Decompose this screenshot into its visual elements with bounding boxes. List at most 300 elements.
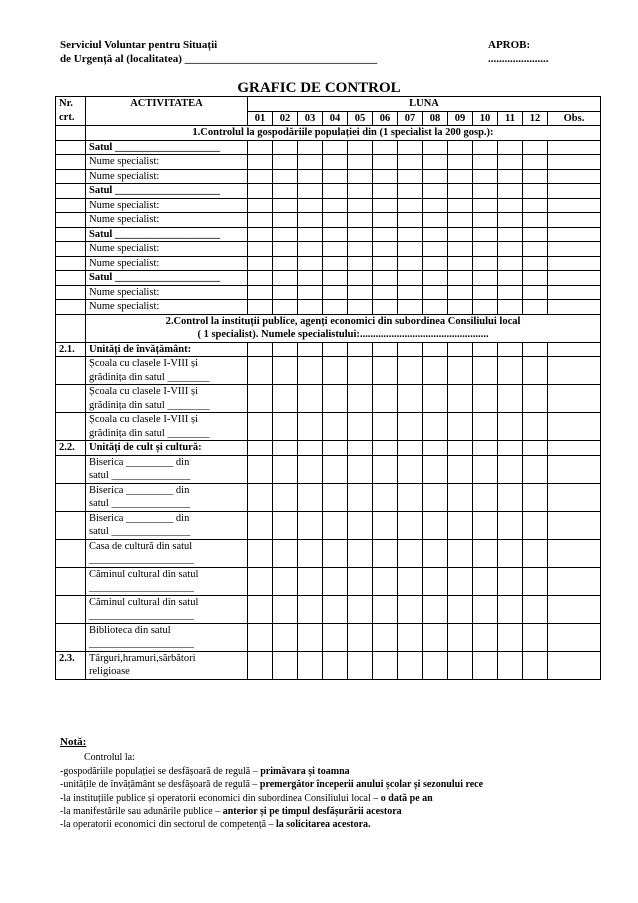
schedule-cell (523, 169, 548, 184)
schedule-cell (323, 357, 348, 385)
village-row (56, 227, 601, 242)
schedule-cell (298, 441, 323, 456)
schedule-cell (523, 385, 548, 413)
schedule-cell (473, 271, 498, 286)
schedule-cell (248, 483, 273, 511)
schedule-cell (423, 455, 448, 483)
schedule-cell (498, 227, 523, 242)
schedule-cell (348, 342, 373, 357)
schedule-cell (273, 357, 298, 385)
schedule-cell (248, 169, 273, 184)
schedule-cell (398, 567, 423, 595)
schedule-cell (473, 511, 498, 539)
schedule-cell (398, 595, 423, 623)
subsection-title: Unități de cult și cultură: (86, 441, 248, 456)
schedule-cell (348, 242, 373, 257)
schedule-cell (348, 256, 373, 271)
schedule-cell (373, 511, 398, 539)
activity-label: Nume specialist: (86, 169, 248, 184)
row-number (56, 155, 86, 170)
activity-label: Biserica _________ din satul _______________ (86, 483, 248, 511)
row-number (56, 455, 86, 483)
schedule-cell (548, 184, 601, 199)
schedule-cell (248, 539, 273, 567)
schedule-cell (398, 285, 423, 300)
row-number (56, 242, 86, 257)
row-number (56, 140, 86, 155)
schedule-cell (548, 342, 601, 357)
schedule-cell (498, 539, 523, 567)
schedule-cell (373, 413, 398, 441)
month-header: 11 (498, 111, 523, 126)
schedule-cell (448, 155, 473, 170)
schedule-cell (248, 184, 273, 199)
schedule-cell (348, 271, 373, 286)
schedule-cell (398, 169, 423, 184)
schedule-cell (448, 242, 473, 257)
schedule-cell (323, 271, 348, 286)
subsection-2-2-row (56, 441, 601, 456)
schedule-cell (398, 441, 423, 456)
month-header: 05 (348, 111, 373, 126)
schedule-cell (348, 483, 373, 511)
schedule-cell (498, 140, 523, 155)
schedule-cell (298, 595, 323, 623)
schedule-cell (423, 539, 448, 567)
schedule-cell (323, 300, 348, 315)
schedule-cell (373, 242, 398, 257)
schedule-cell (248, 511, 273, 539)
schedule-cell (348, 300, 373, 315)
schedule-cell (348, 357, 373, 385)
schedule-cell (348, 511, 373, 539)
schedule-cell (473, 184, 498, 199)
schedule-cell (423, 385, 448, 413)
schedule-cell (298, 155, 323, 170)
note-households: -gospodăriile populației se desfășoară de regulă – primăvara și toamna (60, 765, 350, 777)
row-number (56, 314, 86, 342)
schedule-cell (523, 213, 548, 228)
schedule-cell (548, 256, 601, 271)
schedule-cell (423, 184, 448, 199)
church-row (56, 511, 601, 539)
schedule-cell (348, 155, 373, 170)
schedule-cell (273, 413, 298, 441)
schedule-cell (498, 155, 523, 170)
schedule-cell (498, 385, 523, 413)
schedule-cell (523, 300, 548, 315)
schedule-cell (298, 539, 323, 567)
schedule-cell (473, 385, 498, 413)
schedule-cell (473, 285, 498, 300)
specialist-row (56, 198, 601, 213)
col-header-month: LUNA (248, 97, 601, 112)
schedule-cell (523, 651, 548, 679)
schedule-cell (473, 256, 498, 271)
schedule-cell (498, 300, 523, 315)
cultural-hall-row (56, 595, 601, 623)
schedule-cell (423, 300, 448, 315)
schedule-cell (373, 539, 398, 567)
schedule-cell (348, 441, 373, 456)
month-header: 06 (373, 111, 398, 126)
cultural-hall-row (56, 567, 601, 595)
schedule-cell (398, 140, 423, 155)
schedule-cell (498, 169, 523, 184)
row-number (56, 126, 86, 141)
schedule-cell (373, 483, 398, 511)
schedule-cell (498, 567, 523, 595)
row-number (56, 595, 86, 623)
activity-label: Satul ____________________ (86, 271, 248, 286)
schedule-cell (448, 169, 473, 184)
schedule-cell (498, 511, 523, 539)
schedule-cell (323, 385, 348, 413)
schedule-cell (373, 140, 398, 155)
schedule-cell (423, 285, 448, 300)
service-name-line2: de Urgență al (localitatea) ___________________________________ (60, 53, 378, 65)
schedule-cell (498, 184, 523, 199)
schedule-cell (548, 227, 601, 242)
schedule-cell (498, 213, 523, 228)
schedule-cell (498, 623, 523, 651)
schedule-cell (548, 441, 601, 456)
schedule-cell (423, 595, 448, 623)
schedule-cell (448, 385, 473, 413)
row-number (56, 227, 86, 242)
schedule-cell (548, 242, 601, 257)
schedule-cell (523, 483, 548, 511)
culture-house-row (56, 539, 601, 567)
church-row (56, 455, 601, 483)
schedule-cell (273, 483, 298, 511)
activity-label: Nume specialist: (86, 300, 248, 315)
schedule-cell (498, 455, 523, 483)
schedule-cell (298, 342, 323, 357)
schedule-cell (423, 169, 448, 184)
schedule-cell (448, 511, 473, 539)
schedule-cell (373, 357, 398, 385)
month-header: 07 (398, 111, 423, 126)
notes-title: Notă: (60, 736, 87, 748)
schedule-cell (448, 300, 473, 315)
schedule-cell (473, 455, 498, 483)
schedule-cell (298, 169, 323, 184)
schedule-cell (373, 169, 398, 184)
document-header (60, 38, 580, 66)
note-economic-operators: -la operatorii economici din sectorul de competență – la solicitarea acestora. (60, 819, 371, 831)
activity-label: Nume specialist: (86, 256, 248, 271)
schedule-cell (448, 342, 473, 357)
month-header: 04 (323, 111, 348, 126)
schedule-cell (323, 155, 348, 170)
schedule-cell (373, 155, 398, 170)
village-row (56, 184, 601, 199)
schedule-cell (323, 169, 348, 184)
church-row (56, 483, 601, 511)
schedule-cell (398, 213, 423, 228)
schedule-cell (548, 595, 601, 623)
schedule-cell (373, 441, 398, 456)
schedule-cell (448, 198, 473, 213)
row-number (56, 169, 86, 184)
schedule-cell (398, 483, 423, 511)
schedule-cell (523, 184, 548, 199)
col-header-activity: ACTIVITATEA (86, 97, 248, 126)
schedule-cell (448, 623, 473, 651)
schedule-cell (448, 539, 473, 567)
schedule-cell (348, 567, 373, 595)
schedule-cell (523, 256, 548, 271)
schedule-cell (523, 441, 548, 456)
schedule-cell (298, 357, 323, 385)
schedule-cell (273, 140, 298, 155)
schedule-cell (548, 357, 601, 385)
schedule-cell (523, 155, 548, 170)
schedule-cell (373, 256, 398, 271)
schedule-cell (498, 198, 523, 213)
schedule-cell (348, 539, 373, 567)
schedule-cell (298, 413, 323, 441)
activity-label: Căminul cultural din satul ____________________ (86, 567, 248, 595)
schedule-cell (523, 539, 548, 567)
activity-label: Căminul cultural din satul ____________________ (86, 595, 248, 623)
col-header-nr: Nr. crt. (56, 97, 86, 126)
schedule-cell (423, 567, 448, 595)
schedule-cell (473, 483, 498, 511)
schedule-cell (423, 140, 448, 155)
row-number (56, 198, 86, 213)
schedule-cell (323, 242, 348, 257)
schedule-cell (298, 511, 323, 539)
row-number (56, 271, 86, 286)
schedule-cell (248, 271, 273, 286)
schedule-cell (523, 567, 548, 595)
schedule-cell (348, 285, 373, 300)
section-title: 2.Control la instituții publice, agenți economici din subordinea Consiliului local ( 1 specialist). Numele specialistului:................................................. (86, 314, 601, 342)
schedule-cell (548, 285, 601, 300)
schedule-cell (248, 567, 273, 595)
village-row (56, 140, 601, 155)
row-number (56, 285, 86, 300)
schedule-cell (323, 256, 348, 271)
schedule-cell (498, 271, 523, 286)
month-header: 09 (448, 111, 473, 126)
schedule-cell (423, 342, 448, 357)
row-number (56, 256, 86, 271)
schedule-cell (298, 271, 323, 286)
schedule-cell (298, 213, 323, 228)
specialist-row (56, 155, 601, 170)
row-number (56, 511, 86, 539)
schedule-cell (298, 198, 323, 213)
schedule-cell (373, 271, 398, 286)
schedule-cell (273, 511, 298, 539)
schedule-cell (273, 595, 298, 623)
schedule-cell (248, 342, 273, 357)
subsection-2-1-row (56, 342, 601, 357)
schedule-cell (273, 300, 298, 315)
schedule-cell (473, 539, 498, 567)
row-number (56, 539, 86, 567)
schedule-cell (273, 651, 298, 679)
schedule-cell (298, 483, 323, 511)
schedule-cell (323, 455, 348, 483)
schedule-cell (373, 342, 398, 357)
schedule-cell (448, 441, 473, 456)
row-number (56, 483, 86, 511)
schedule-cell (523, 140, 548, 155)
schedule-cell (473, 242, 498, 257)
schedule-cell (498, 651, 523, 679)
schedule-cell (348, 385, 373, 413)
schedule-cell (498, 595, 523, 623)
schedule-cell (548, 385, 601, 413)
schedule-cell (248, 595, 273, 623)
activity-label: Biserica _________ din satul _______________ (86, 511, 248, 539)
schedule-cell (298, 285, 323, 300)
service-name-line1: Serviciul Voluntar pentru Situații (60, 39, 218, 51)
schedule-cell (523, 271, 548, 286)
schedule-cell (473, 567, 498, 595)
row-number (56, 385, 86, 413)
schedule-cell (398, 651, 423, 679)
schedule-cell (248, 441, 273, 456)
schedule-cell (248, 242, 273, 257)
activity-label: Biblioteca din satul ____________________ (86, 623, 248, 651)
schedule-cell (548, 155, 601, 170)
schedule-cell (548, 455, 601, 483)
activity-label: Târguri,hramuri,sărbători religioase (86, 651, 248, 679)
schedule-cell (348, 169, 373, 184)
schedule-cell (423, 511, 448, 539)
schedule-cell (248, 285, 273, 300)
table-header-row (56, 97, 601, 112)
schedule-cell (448, 483, 473, 511)
schedule-cell (448, 285, 473, 300)
row-number (56, 357, 86, 385)
schedule-cell (448, 227, 473, 242)
activity-label: Nume specialist: (86, 285, 248, 300)
schedule-cell (323, 342, 348, 357)
section-title: 1.Controlul la gospodăriile populației din (1 specialist la 200 gosp.): (86, 126, 601, 141)
schedule-cell (548, 623, 601, 651)
row-number: 2.2. (56, 441, 86, 456)
schedule-cell (548, 567, 601, 595)
schedule-cell (348, 227, 373, 242)
schedule-cell (548, 198, 601, 213)
schedule-cell (423, 271, 448, 286)
schedule-cell (398, 342, 423, 357)
schedule-cell (323, 198, 348, 213)
schedule-cell (348, 413, 373, 441)
schedule-cell (473, 357, 498, 385)
schedule-cell (323, 595, 348, 623)
activity-label: Școala cu clasele I-VIII și grădinița din satul ________ (86, 413, 248, 441)
row-number: 2.1. (56, 342, 86, 357)
schedule-cell (298, 256, 323, 271)
schedule-cell (398, 357, 423, 385)
schedule-cell (448, 213, 473, 228)
specialist-row (56, 300, 601, 315)
activity-label: Nume specialist: (86, 242, 248, 257)
schedule-cell (473, 595, 498, 623)
schedule-cell (323, 623, 348, 651)
schedule-cell (373, 567, 398, 595)
activity-label: Satul ____________________ (86, 227, 248, 242)
schedule-cell (473, 227, 498, 242)
schedule-cell (498, 256, 523, 271)
schedule-cell (273, 342, 298, 357)
schedule-cell (273, 184, 298, 199)
schedule-cell (548, 539, 601, 567)
schedule-cell (523, 595, 548, 623)
schedule-cell (298, 242, 323, 257)
row-number (56, 300, 86, 315)
schedule-cell (373, 595, 398, 623)
schedule-cell (473, 623, 498, 651)
schedule-cell (448, 140, 473, 155)
schedule-cell (523, 455, 548, 483)
schedule-cell (473, 155, 498, 170)
schedule-cell (423, 227, 448, 242)
schedule-cell (373, 198, 398, 213)
library-row (56, 623, 601, 651)
schedule-cell (298, 455, 323, 483)
schedule-cell (323, 511, 348, 539)
schedule-cell (398, 155, 423, 170)
month-header: 01 (248, 111, 273, 126)
note-schools: -unitățile de învățământ se desfășoară de regulă – premergător începerii anului școlar și sezonului rece (60, 779, 484, 791)
schedule-cell (448, 567, 473, 595)
subsection-title: Unități de învățământ: (86, 342, 248, 357)
specialist-row (56, 169, 601, 184)
schedule-cell (273, 285, 298, 300)
page-title: GRAFIC DE CONTROL (237, 80, 401, 96)
schedule-cell (398, 256, 423, 271)
month-header: 10 (473, 111, 498, 126)
schedule-cell (473, 651, 498, 679)
schedule-cell (348, 651, 373, 679)
schedule-cell (373, 455, 398, 483)
schedule-cell (473, 342, 498, 357)
specialist-row (56, 242, 601, 257)
schedule-cell (448, 271, 473, 286)
schedule-cell (423, 242, 448, 257)
schedule-cell (348, 623, 373, 651)
schedule-cell (248, 140, 273, 155)
schedule-cell (398, 184, 423, 199)
schedule-cell (398, 300, 423, 315)
schedule-cell (548, 271, 601, 286)
schedule-cell (398, 198, 423, 213)
schedule-cell (473, 198, 498, 213)
schedule-cell (273, 169, 298, 184)
schedule-cell (298, 184, 323, 199)
schedule-cell (298, 227, 323, 242)
schedule-cell (423, 483, 448, 511)
subsection-2-3-row (56, 651, 601, 679)
activity-label: Casa de cultură din satul ____________________ (86, 539, 248, 567)
schedule-cell (348, 198, 373, 213)
activity-label: Nume specialist: (86, 213, 248, 228)
schedule-cell (473, 169, 498, 184)
schedule-cell (273, 227, 298, 242)
schedule-cell (323, 483, 348, 511)
schedule-cell (248, 300, 273, 315)
schedule-cell (398, 413, 423, 441)
schedule-cell (473, 140, 498, 155)
